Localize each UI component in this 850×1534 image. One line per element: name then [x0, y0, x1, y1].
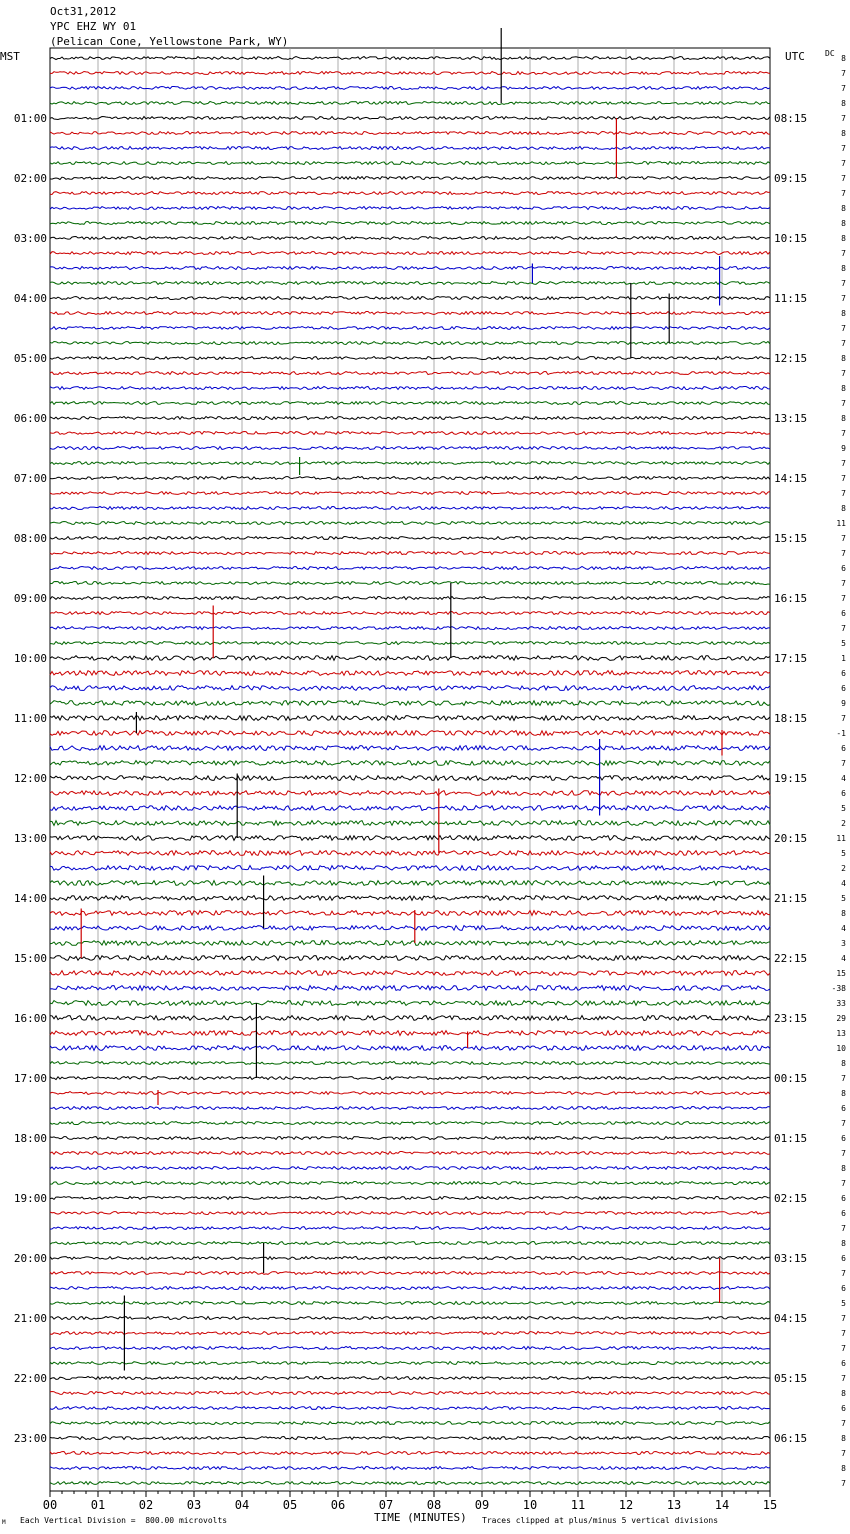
seismic-trace: [50, 1362, 770, 1365]
dc-value: 13: [836, 1029, 846, 1038]
seismic-trace: [50, 791, 770, 796]
seismic-trace: [50, 597, 770, 600]
seismic-trace: [50, 956, 770, 961]
seismic-trace: [50, 686, 770, 691]
seismic-trace: [50, 1287, 770, 1290]
footer-mark: M: [2, 1519, 6, 1526]
seismic-trace: [50, 192, 770, 195]
dc-value: 7: [841, 399, 846, 408]
dc-value: 7: [841, 1074, 846, 1083]
dc-value: 3: [841, 939, 846, 948]
seismic-trace: [50, 57, 770, 60]
seismic-trace: [50, 1482, 770, 1485]
dc-value: 8: [841, 1389, 846, 1398]
right-hour-label: 12:15: [774, 352, 808, 365]
right-hour-label: 17:15: [774, 652, 808, 665]
seismic-trace: [50, 1392, 770, 1395]
dc-value: 7: [841, 159, 846, 168]
dc-value: 8: [841, 129, 846, 138]
seismic-trace: [50, 1182, 770, 1185]
dc-value: 6: [841, 1359, 846, 1368]
dc-value: 7: [841, 1224, 846, 1233]
dc-value: 7: [841, 579, 846, 588]
dc-value: 10: [836, 1044, 846, 1053]
x-tick-label: 04: [234, 1498, 250, 1512]
seismic-trace: [50, 1062, 770, 1065]
seismic-trace: [50, 1317, 770, 1320]
dc-value: 8: [841, 1164, 846, 1173]
right-hour-label: 10:15: [774, 232, 808, 245]
seismic-trace: [50, 1016, 770, 1021]
seismic-trace: [50, 642, 770, 645]
seismic-trace: [50, 432, 770, 435]
dc-value: 5: [841, 1299, 846, 1308]
seismic-trace: [50, 477, 770, 480]
right-hour-label: 02:15: [774, 1192, 808, 1205]
dc-value: 8: [841, 1059, 846, 1068]
seismic-trace: [50, 1046, 770, 1051]
seismic-trace: [50, 986, 770, 991]
seismic-trace: [50, 177, 770, 180]
dc-value: 8: [841, 354, 846, 363]
dc-value: 8: [841, 1434, 846, 1443]
seismic-trace: [50, 357, 770, 360]
seismic-trace: [50, 417, 770, 420]
x-tick-label: 02: [138, 1498, 154, 1512]
seismic-trace: [50, 372, 770, 375]
seismic-trace: [50, 746, 770, 751]
left-hour-label: 20:00: [13, 1252, 47, 1265]
left-hour-label: 10:00: [13, 652, 47, 665]
seismic-trace: [50, 537, 770, 540]
seismic-trace: [50, 1197, 770, 1200]
dc-value: 7: [841, 144, 846, 153]
seismic-trace: [50, 117, 770, 120]
left-hour-label: 06:00: [13, 412, 47, 425]
seismic-trace: [50, 1077, 770, 1080]
dc-value: 8: [841, 1089, 846, 1098]
dc-value: 5: [841, 894, 846, 903]
dc-value: 9: [841, 444, 846, 453]
dc-value: 8: [841, 384, 846, 393]
seismic-trace: [50, 926, 770, 931]
seismic-trace: [50, 1272, 770, 1275]
right-timezone-label: UTC: [785, 50, 805, 63]
dc-value: 7: [841, 324, 846, 333]
left-hour-label: 08:00: [13, 532, 47, 545]
dc-value: 7: [841, 1314, 846, 1323]
seismic-trace: [50, 507, 770, 510]
dc-value: 7: [841, 759, 846, 768]
seismic-trace: [50, 761, 770, 766]
left-hour-label: 17:00: [13, 1072, 47, 1085]
seismic-trace: [50, 911, 770, 916]
dc-value: 29: [836, 1014, 846, 1023]
seismic-trace: [50, 821, 770, 826]
seismic-trace: [50, 1437, 770, 1440]
seismic-trace: [50, 1257, 770, 1260]
dc-value: -38: [831, 984, 846, 993]
seismic-trace: [50, 971, 770, 976]
right-hour-label: 03:15: [774, 1252, 808, 1265]
seismic-trace: [50, 387, 770, 390]
seismic-trace: [50, 207, 770, 210]
dc-value: 6: [841, 1134, 846, 1143]
right-hour-label: 15:15: [774, 532, 808, 545]
seismic-trace: [50, 222, 770, 225]
seismic-trace: [50, 462, 770, 465]
seismic-trace: [50, 627, 770, 630]
right-hour-label: 08:15: [774, 112, 808, 125]
dc-value: 33: [836, 999, 846, 1008]
dc-value: 7: [841, 429, 846, 438]
seismic-trace: [50, 1407, 770, 1410]
scale-note: Each Vertical Division = 800.00 microvolts: [20, 1516, 228, 1525]
left-hour-label: 11:00: [13, 712, 47, 725]
left-hour-label: 07:00: [13, 472, 47, 485]
header-date: Oct31,2012: [50, 5, 117, 18]
seismic-trace: [50, 1467, 770, 1470]
right-hour-label: 16:15: [774, 592, 808, 605]
left-hour-label: 13:00: [13, 832, 47, 845]
right-hour-label: 05:15: [774, 1372, 808, 1385]
seismic-trace: [50, 1152, 770, 1155]
dc-value: 11: [836, 834, 846, 843]
seismic-trace: [50, 87, 770, 90]
x-tick-label: 14: [714, 1498, 730, 1512]
right-hour-label: 14:15: [774, 472, 808, 485]
dc-value: 6: [841, 1284, 846, 1293]
dc-value: 7: [841, 1149, 846, 1158]
seismic-trace: [50, 1107, 770, 1110]
right-hour-label: 04:15: [774, 1312, 808, 1325]
dc-value: 7: [841, 1374, 846, 1383]
dc-value: 8: [841, 99, 846, 108]
dc-value: 7: [841, 1479, 846, 1488]
dc-value: 8: [841, 219, 846, 228]
dc-value: 7: [841, 1419, 846, 1428]
dc-value: 6: [841, 1254, 846, 1263]
seismic-trace: [50, 1212, 770, 1215]
dc-value: 6: [841, 1209, 846, 1218]
dc-value: 5: [841, 849, 846, 858]
seismic-trace: [50, 1137, 770, 1140]
left-hour-label: 14:00: [13, 892, 47, 905]
seismic-trace: [50, 1422, 770, 1425]
x-tick-label: 08: [426, 1498, 442, 1512]
dc-value: 5: [841, 804, 846, 813]
dc-value: 7: [841, 294, 846, 303]
seismic-trace: [50, 612, 770, 615]
seismic-trace: [50, 806, 770, 811]
left-hour-label: 02:00: [13, 172, 47, 185]
left-timezone-label: MST: [0, 50, 20, 63]
right-hour-label: 09:15: [774, 172, 808, 185]
seismic-trace: [50, 836, 770, 841]
left-hour-label: 21:00: [13, 1312, 47, 1325]
dc-value: 7: [841, 279, 846, 288]
seismic-trace: [50, 1167, 770, 1170]
dc-value: 6: [841, 684, 846, 693]
dc-value: 7: [841, 1179, 846, 1188]
seismic-trace: [50, 896, 770, 901]
seismic-trace: [50, 447, 770, 450]
right-hour-label: 21:15: [774, 892, 808, 905]
dc-value: 6: [841, 789, 846, 798]
dc-value: 4: [841, 954, 846, 963]
right-hour-label: 18:15: [774, 712, 808, 725]
left-hour-label: 16:00: [13, 1012, 47, 1025]
dc-value: 6: [841, 744, 846, 753]
left-hour-label: 22:00: [13, 1372, 47, 1385]
right-hour-label: 06:15: [774, 1432, 808, 1445]
dc-value: 6: [841, 1404, 846, 1413]
seismic-trace: [50, 567, 770, 570]
right-hour-label: 20:15: [774, 832, 808, 845]
x-axis-label: TIME (MINUTES): [374, 1511, 467, 1524]
seismic-trace: [50, 72, 770, 75]
seismic-trace: [50, 582, 770, 585]
header-location: (Pelican Cone, Yellowstone Park, WY): [50, 35, 289, 48]
dc-value: 7: [841, 1329, 846, 1338]
left-hour-label: 12:00: [13, 772, 47, 785]
left-hour-label: 05:00: [13, 352, 47, 365]
dc-value: 15: [836, 969, 846, 978]
left-hour-label: 19:00: [13, 1192, 47, 1205]
dc-value: 4: [841, 879, 846, 888]
seismic-trace: [50, 297, 770, 300]
dc-value: 7: [841, 114, 846, 123]
dc-value: 7: [841, 489, 846, 498]
seismic-trace: [50, 671, 770, 676]
right-hour-label: 11:15: [774, 292, 808, 305]
dc-value: 11: [836, 519, 846, 528]
clip-note: Traces clipped at plus/minus 5 vertical divisions: [482, 1516, 719, 1525]
dc-value: 8: [841, 504, 846, 513]
left-hour-label: 15:00: [13, 952, 47, 965]
seismic-trace: [50, 1001, 770, 1006]
dc-value: 8: [841, 204, 846, 213]
dc-value: -1: [836, 729, 846, 738]
seismic-trace: [50, 1031, 770, 1036]
dc-value: 7: [841, 459, 846, 468]
left-hour-label: 09:00: [13, 592, 47, 605]
left-hour-label: 18:00: [13, 1132, 47, 1145]
left-hour-label: 03:00: [13, 232, 47, 245]
x-tick-label: 12: [618, 1498, 634, 1512]
dc-value: 7: [841, 624, 846, 633]
dc-value: 7: [841, 714, 846, 723]
dc-value: 7: [841, 534, 846, 543]
seismic-trace: [50, 252, 770, 255]
right-hour-label: 13:15: [774, 412, 808, 425]
dc-value: 8: [841, 234, 846, 243]
dc-value: 7: [841, 1269, 846, 1278]
dc-value: 6: [841, 1104, 846, 1113]
seismic-trace: [50, 1122, 770, 1125]
dc-value: 7: [841, 84, 846, 93]
right-hour-label: 19:15: [774, 772, 808, 785]
dc-value: 7: [841, 249, 846, 258]
dc-value: 7: [841, 1119, 846, 1128]
dc-column-label: DC: [825, 49, 835, 58]
right-hour-label: 00:15: [774, 1072, 808, 1085]
seismic-trace: [50, 656, 770, 661]
dc-value: 8: [841, 1464, 846, 1473]
dc-value: 7: [841, 369, 846, 378]
dc-value: 7: [841, 549, 846, 558]
dc-value: 7: [841, 1449, 846, 1458]
seismic-trace: [50, 731, 770, 736]
dc-value: 7: [841, 189, 846, 198]
dc-value: 2: [841, 819, 846, 828]
seismic-trace: [50, 716, 770, 721]
seismic-trace: [50, 1332, 770, 1335]
x-tick-label: 15: [762, 1498, 778, 1512]
seismic-trace: [50, 312, 770, 315]
seismic-trace: [50, 282, 770, 285]
dc-value: 8: [841, 414, 846, 423]
seismic-trace: [50, 1302, 770, 1305]
seismic-trace: [50, 1227, 770, 1230]
dc-value: 2: [841, 864, 846, 873]
dc-value: 6: [841, 564, 846, 573]
right-hour-label: 01:15: [774, 1132, 808, 1145]
seismic-trace: [50, 402, 770, 405]
dc-value: 7: [841, 174, 846, 183]
x-tick-label: 00: [42, 1498, 58, 1512]
seismic-trace: [50, 267, 770, 270]
left-hour-label: 04:00: [13, 292, 47, 305]
dc-value: 6: [841, 669, 846, 678]
x-tick-label: 05: [282, 1498, 298, 1512]
seismic-trace: [50, 881, 770, 886]
seismic-trace: [50, 162, 770, 165]
seismic-trace: [50, 327, 770, 330]
dc-value: 7: [841, 339, 846, 348]
seismic-trace: [50, 237, 770, 240]
right-hour-label: 22:15: [774, 952, 808, 965]
x-tick-label: 11: [570, 1498, 586, 1512]
x-tick-label: 06: [330, 1498, 346, 1512]
dc-value: 8: [841, 309, 846, 318]
dc-value: 8: [841, 54, 846, 63]
seismic-trace: [50, 1347, 770, 1350]
seismic-trace: [50, 522, 770, 525]
dc-value: 9: [841, 699, 846, 708]
dc-value: 6: [841, 1194, 846, 1203]
dc-value: 7: [841, 474, 846, 483]
seismic-trace: [50, 147, 770, 150]
seismic-trace: [50, 132, 770, 135]
seismic-trace: [50, 941, 770, 946]
seismic-trace: [50, 552, 770, 555]
dc-value: 7: [841, 69, 846, 78]
dc-value: 8: [841, 264, 846, 273]
seismic-trace: [50, 851, 770, 856]
x-tick-label: 03: [186, 1498, 202, 1512]
x-tick-label: 01: [90, 1498, 106, 1512]
dc-value: 8: [841, 1239, 846, 1248]
dc-value: 8: [841, 909, 846, 918]
seismic-trace: [50, 1452, 770, 1455]
seismic-trace: [50, 776, 770, 781]
x-tick-label: 13: [666, 1498, 682, 1512]
seismic-trace: [50, 342, 770, 345]
x-tick-label: 09: [474, 1498, 490, 1512]
dc-value: 1: [841, 654, 846, 663]
seismic-trace: [50, 492, 770, 495]
dc-value: 7: [841, 594, 846, 603]
seismic-trace: [50, 1377, 770, 1380]
left-hour-label: 01:00: [13, 112, 47, 125]
seismic-trace: [50, 102, 770, 105]
dc-value: 4: [841, 774, 846, 783]
seismic-trace: [50, 701, 770, 706]
seismic-trace: [50, 866, 770, 871]
dc-value: 7: [841, 1344, 846, 1353]
dc-value: 6: [841, 609, 846, 618]
header-station: YPC EHZ WY 01: [50, 20, 137, 33]
dc-value: 4: [841, 924, 846, 933]
dc-value: 5: [841, 639, 846, 648]
x-tick-label: 10: [522, 1498, 538, 1512]
seismic-trace: [50, 1242, 770, 1245]
left-hour-label: 23:00: [13, 1432, 47, 1445]
right-hour-label: 23:15: [774, 1012, 808, 1025]
x-tick-label: 07: [378, 1498, 394, 1512]
